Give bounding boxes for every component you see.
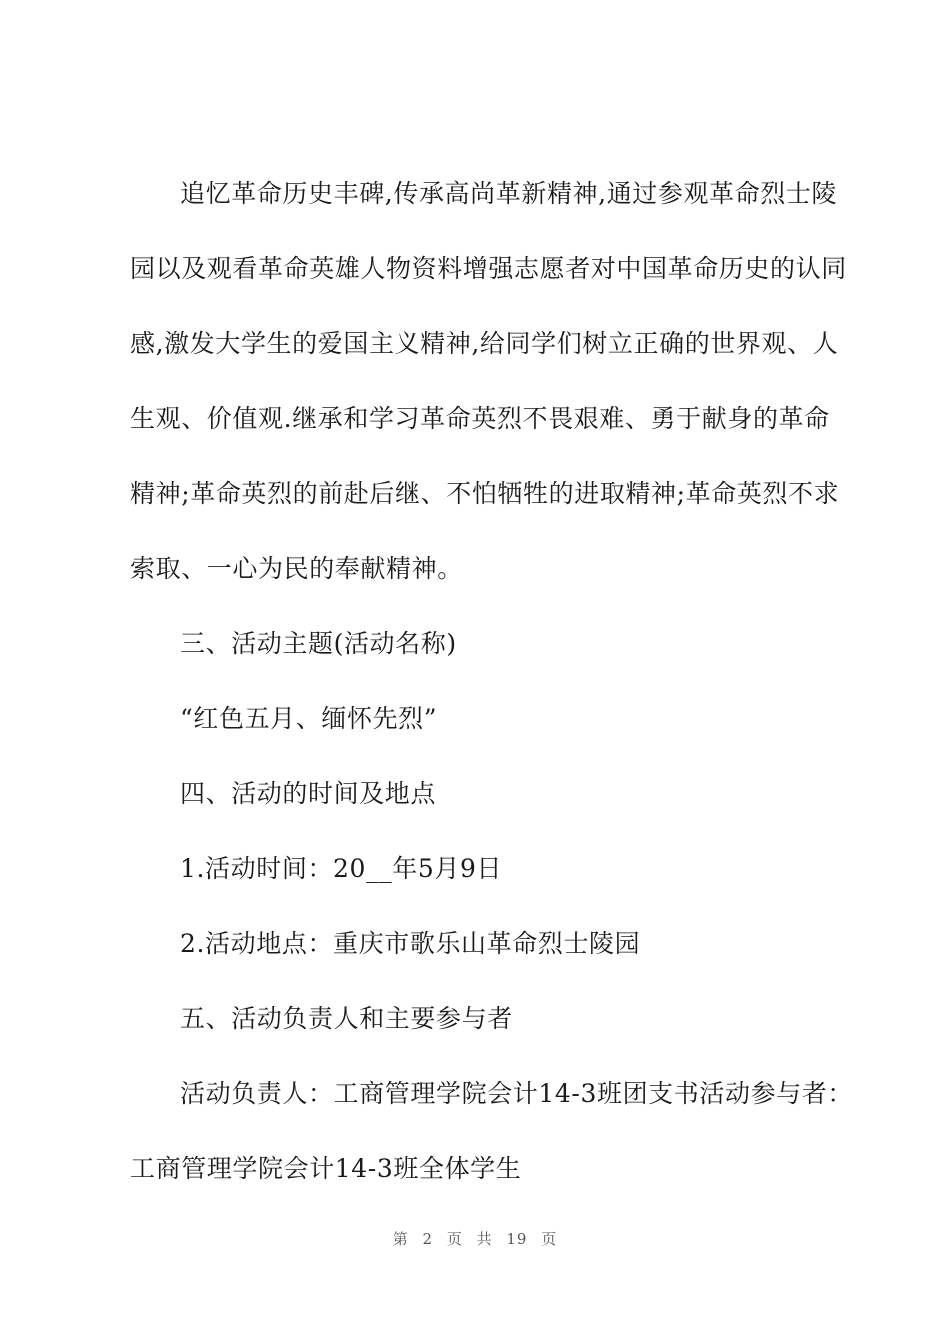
paragraph-line: 索取、一心为民的奉献精神。	[130, 554, 463, 583]
paragraph-line: 感,激发大学生的爱国主义精神,给同学们树立正确的世界观、人	[130, 329, 839, 358]
section-heading: 三、活动主题(活动名称)	[180, 629, 457, 658]
paragraph-line: 园以及观看革命英雄人物资料增强志愿者对中国革命历史的认同	[130, 254, 847, 283]
leader-line: 工商管理学院会计14-3班全体学生	[130, 1154, 522, 1183]
paragraph-line: 精神;革命英烈的前赴后继、不怕牺牲的进取精神;革命英烈不求	[130, 479, 840, 508]
section-heading: 五、活动负责人和主要参与者	[180, 1004, 513, 1033]
paragraph-line: 生观、价值观.继承和学习革命英烈不畏艰难、勇于献身的革命	[130, 404, 830, 433]
leader-line: 活动负责人：工商管理学院会计14-3班团支书活动参与者：	[180, 1079, 853, 1108]
paragraph-line: 追忆革命历史丰碑,传承高尚革新精神,通过参观革命烈士陵	[180, 179, 838, 208]
page-number-footer: 第 2 页 共 19 页	[392, 1230, 558, 1248]
activity-time: 1.活动时间：20__年5月9日	[180, 854, 503, 883]
section-heading: 四、活动的时间及地点	[180, 779, 437, 808]
activity-place: 2.活动地点：重庆市歌乐山革命烈士陵园	[180, 929, 641, 958]
activity-theme: “红色五月、缅怀先烈”	[180, 704, 438, 733]
